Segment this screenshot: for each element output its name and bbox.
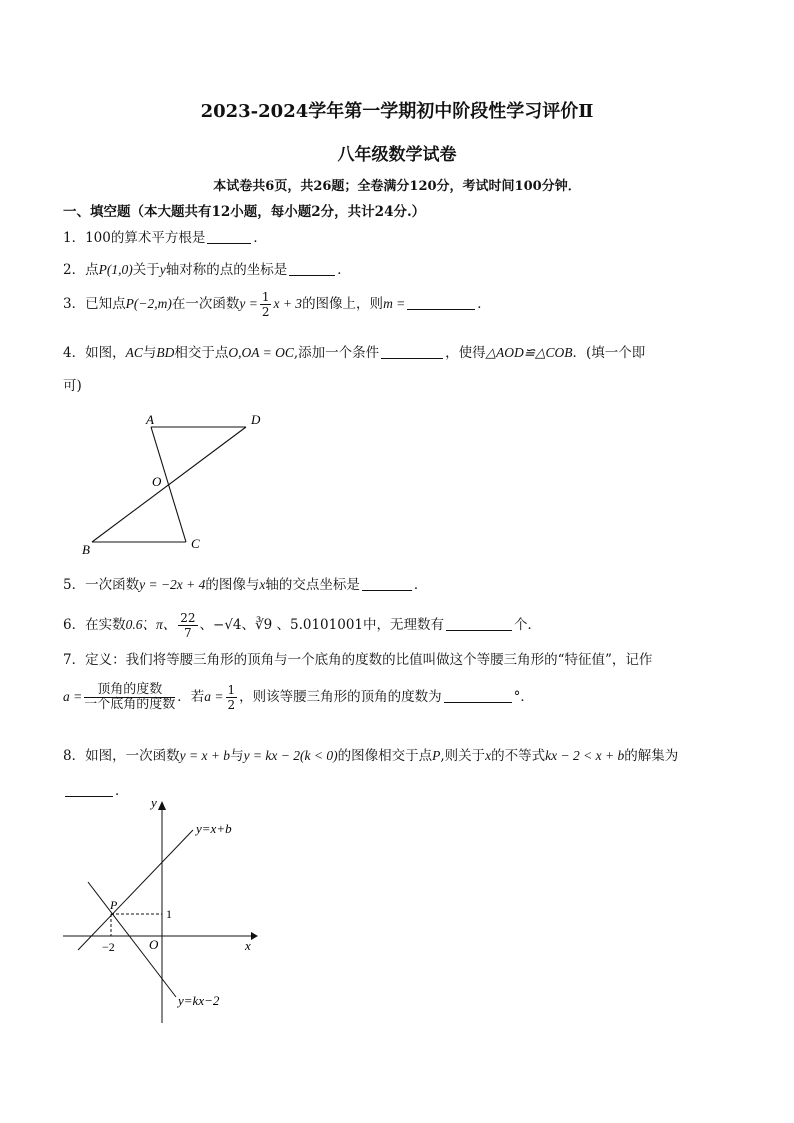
q7-frac-num: 顶角的度数 [84, 683, 175, 698]
q3-answer-blank[interactable] [407, 295, 475, 310]
q3-func-rhs: x + 3 [273, 296, 303, 311]
q6-more-numbers: 、−√4、∛9 、5.0101001 [199, 617, 364, 633]
q3-text: 3．已知点 [63, 296, 126, 312]
question-2 [63, 258, 351, 278]
q5-tail: ． [413, 577, 428, 593]
question-5 [63, 573, 427, 593]
label-one: 1 [166, 907, 172, 921]
y-axis-arrow [158, 801, 166, 810]
label-d: D [251, 412, 261, 427]
q4-tail: ．(填一个即 [572, 345, 646, 361]
q3-rest: 的图像上，则 [302, 296, 384, 312]
q4-answer-blank[interactable] [381, 344, 443, 359]
q6-numbers: 0.6̇、π、 [125, 617, 177, 632]
q8-middle: 的图像相交于点 [337, 748, 433, 764]
q1-text: 1．100的算术平方根是 [63, 230, 206, 246]
q8-rest: ,则关于 [440, 748, 486, 764]
q6-frac-num: 22 [180, 611, 196, 625]
q6-middle: 中，无理数有 [363, 617, 445, 633]
label-p: P [110, 898, 118, 912]
question-4 [63, 341, 645, 361]
page-subtitle: 八年级数学试卷 [337, 145, 457, 165]
q8-ineq-pre: 的不等式 [491, 748, 546, 764]
q2-tail: ． [337, 262, 351, 278]
q8-with: 与 [230, 748, 244, 764]
q4-so: ，使得 [445, 345, 486, 361]
q8-inequality: kx − 2 < x + b [545, 748, 625, 763]
q8-text: 8．如图，一次函数 [63, 748, 180, 764]
q2-middle: 关于 [132, 262, 160, 278]
q3-point: P(−2,m) [125, 296, 172, 311]
q2-point: P(1,0) [98, 262, 133, 277]
q4-and: 与 [142, 345, 157, 361]
q3-func-lhs: y = [239, 296, 258, 311]
q4-ac: AC [125, 345, 143, 360]
q1-answer-blank[interactable] [207, 229, 251, 244]
q4-add: ,添加一个条件 [293, 345, 380, 361]
question-8 [63, 744, 678, 764]
q4-mid: 相交于点 [174, 345, 229, 361]
label-a: A [146, 412, 154, 427]
q5-rest: 轴的交点坐标是 [265, 577, 360, 593]
x-axis-arrow [251, 932, 258, 940]
label-c: C [191, 536, 200, 551]
q7-tail: °． [513, 689, 534, 705]
q5-middle: 的图像与 [205, 577, 260, 593]
question-7: 7．定义：我们将等腰三角形的顶角与一个底角的度数的比值叫做这个等腰三角形的“特征值”，记作 [63, 652, 653, 668]
q2-rest: 轴对称的点的坐标是 [165, 262, 288, 278]
q8-tail: 的解集为 [624, 748, 679, 764]
q4-cond: O,OA = OC [228, 345, 294, 360]
line-y-x-plus-b [78, 830, 193, 950]
label-o: O [152, 474, 162, 489]
label-line-1: y=x+b [196, 821, 232, 836]
exam-note: 本试卷共6页，共26题；全卷满分120分，考试时间100分钟． [213, 179, 581, 194]
question-6 [63, 611, 541, 640]
q5-var: x [259, 577, 266, 592]
q8-f2: y = kx − 2(k < 0) [243, 748, 338, 763]
q6-frac-den: 7 [184, 626, 192, 640]
q7-a2: a = [204, 689, 224, 704]
q3-middle: 在一次函数 [171, 296, 240, 312]
segment-bd [92, 427, 246, 542]
q7-val-num: 1 [227, 683, 236, 697]
question-3 [63, 290, 491, 319]
q3-var: m = [383, 296, 406, 311]
q7-frac-den: 一个底角的度数 [84, 697, 176, 712]
q7-rest: ，则该等腰三角形的顶角的度数为 [239, 689, 442, 705]
q2-var: y [159, 262, 166, 277]
question-1 [63, 226, 267, 246]
q6-fraction [178, 611, 197, 640]
label-x-axis: x [245, 938, 251, 953]
q5-text: 5．一次函数 [63, 577, 140, 593]
q6-tail: 个． [514, 617, 542, 633]
section-heading: 一、填空题（本大题共有12小题，每小题2分，共计24分.） [63, 204, 426, 220]
q7-value-fraction [226, 683, 238, 712]
q3-fraction [260, 290, 272, 319]
label-origin: O [149, 937, 159, 952]
q4-bd: BD [156, 345, 175, 360]
q5-answer-blank[interactable] [362, 576, 412, 591]
q6-answer-blank[interactable] [446, 616, 512, 631]
q2-answer-blank[interactable] [289, 261, 335, 276]
label-minus-2: −2 [102, 940, 115, 954]
q7-val-den: 2 [227, 698, 236, 712]
q8-p: P [432, 748, 441, 763]
q3-tail: ． [477, 296, 491, 312]
q7-answer-blank[interactable] [444, 688, 512, 703]
q3-frac-den: 2 [261, 305, 270, 319]
label-y-axis: y [151, 795, 157, 810]
q8-tail2: ． [115, 783, 129, 799]
q5-func: y = −2x + 4 [139, 577, 206, 592]
q1-tail: ． [253, 230, 267, 246]
q4-congruence: △AOD≌△COB [485, 345, 573, 360]
q3-frac-num: 1 [261, 290, 270, 304]
question-4-line2: 可) [63, 378, 82, 394]
q7-definition-fraction [84, 683, 175, 712]
page-title: 2023-2024学年第一学期初中阶段性学习评价Ⅱ [200, 101, 594, 122]
q7-if: ．若 [177, 689, 205, 705]
q4-text: 4．如图， [63, 345, 126, 361]
label-line-2: y=kx−2 [178, 993, 220, 1008]
figure-triangles [78, 405, 278, 560]
figure-graph [58, 795, 288, 1030]
label-b: B [82, 542, 90, 557]
question-7-line2 [63, 683, 534, 712]
q7-a-eq: a = [63, 689, 83, 704]
q8-var: x [485, 748, 492, 763]
q8-f1: y = x + b [179, 748, 231, 763]
q2-text: 2．点 [63, 262, 99, 278]
q6-text: 6．在实数 [63, 617, 126, 633]
